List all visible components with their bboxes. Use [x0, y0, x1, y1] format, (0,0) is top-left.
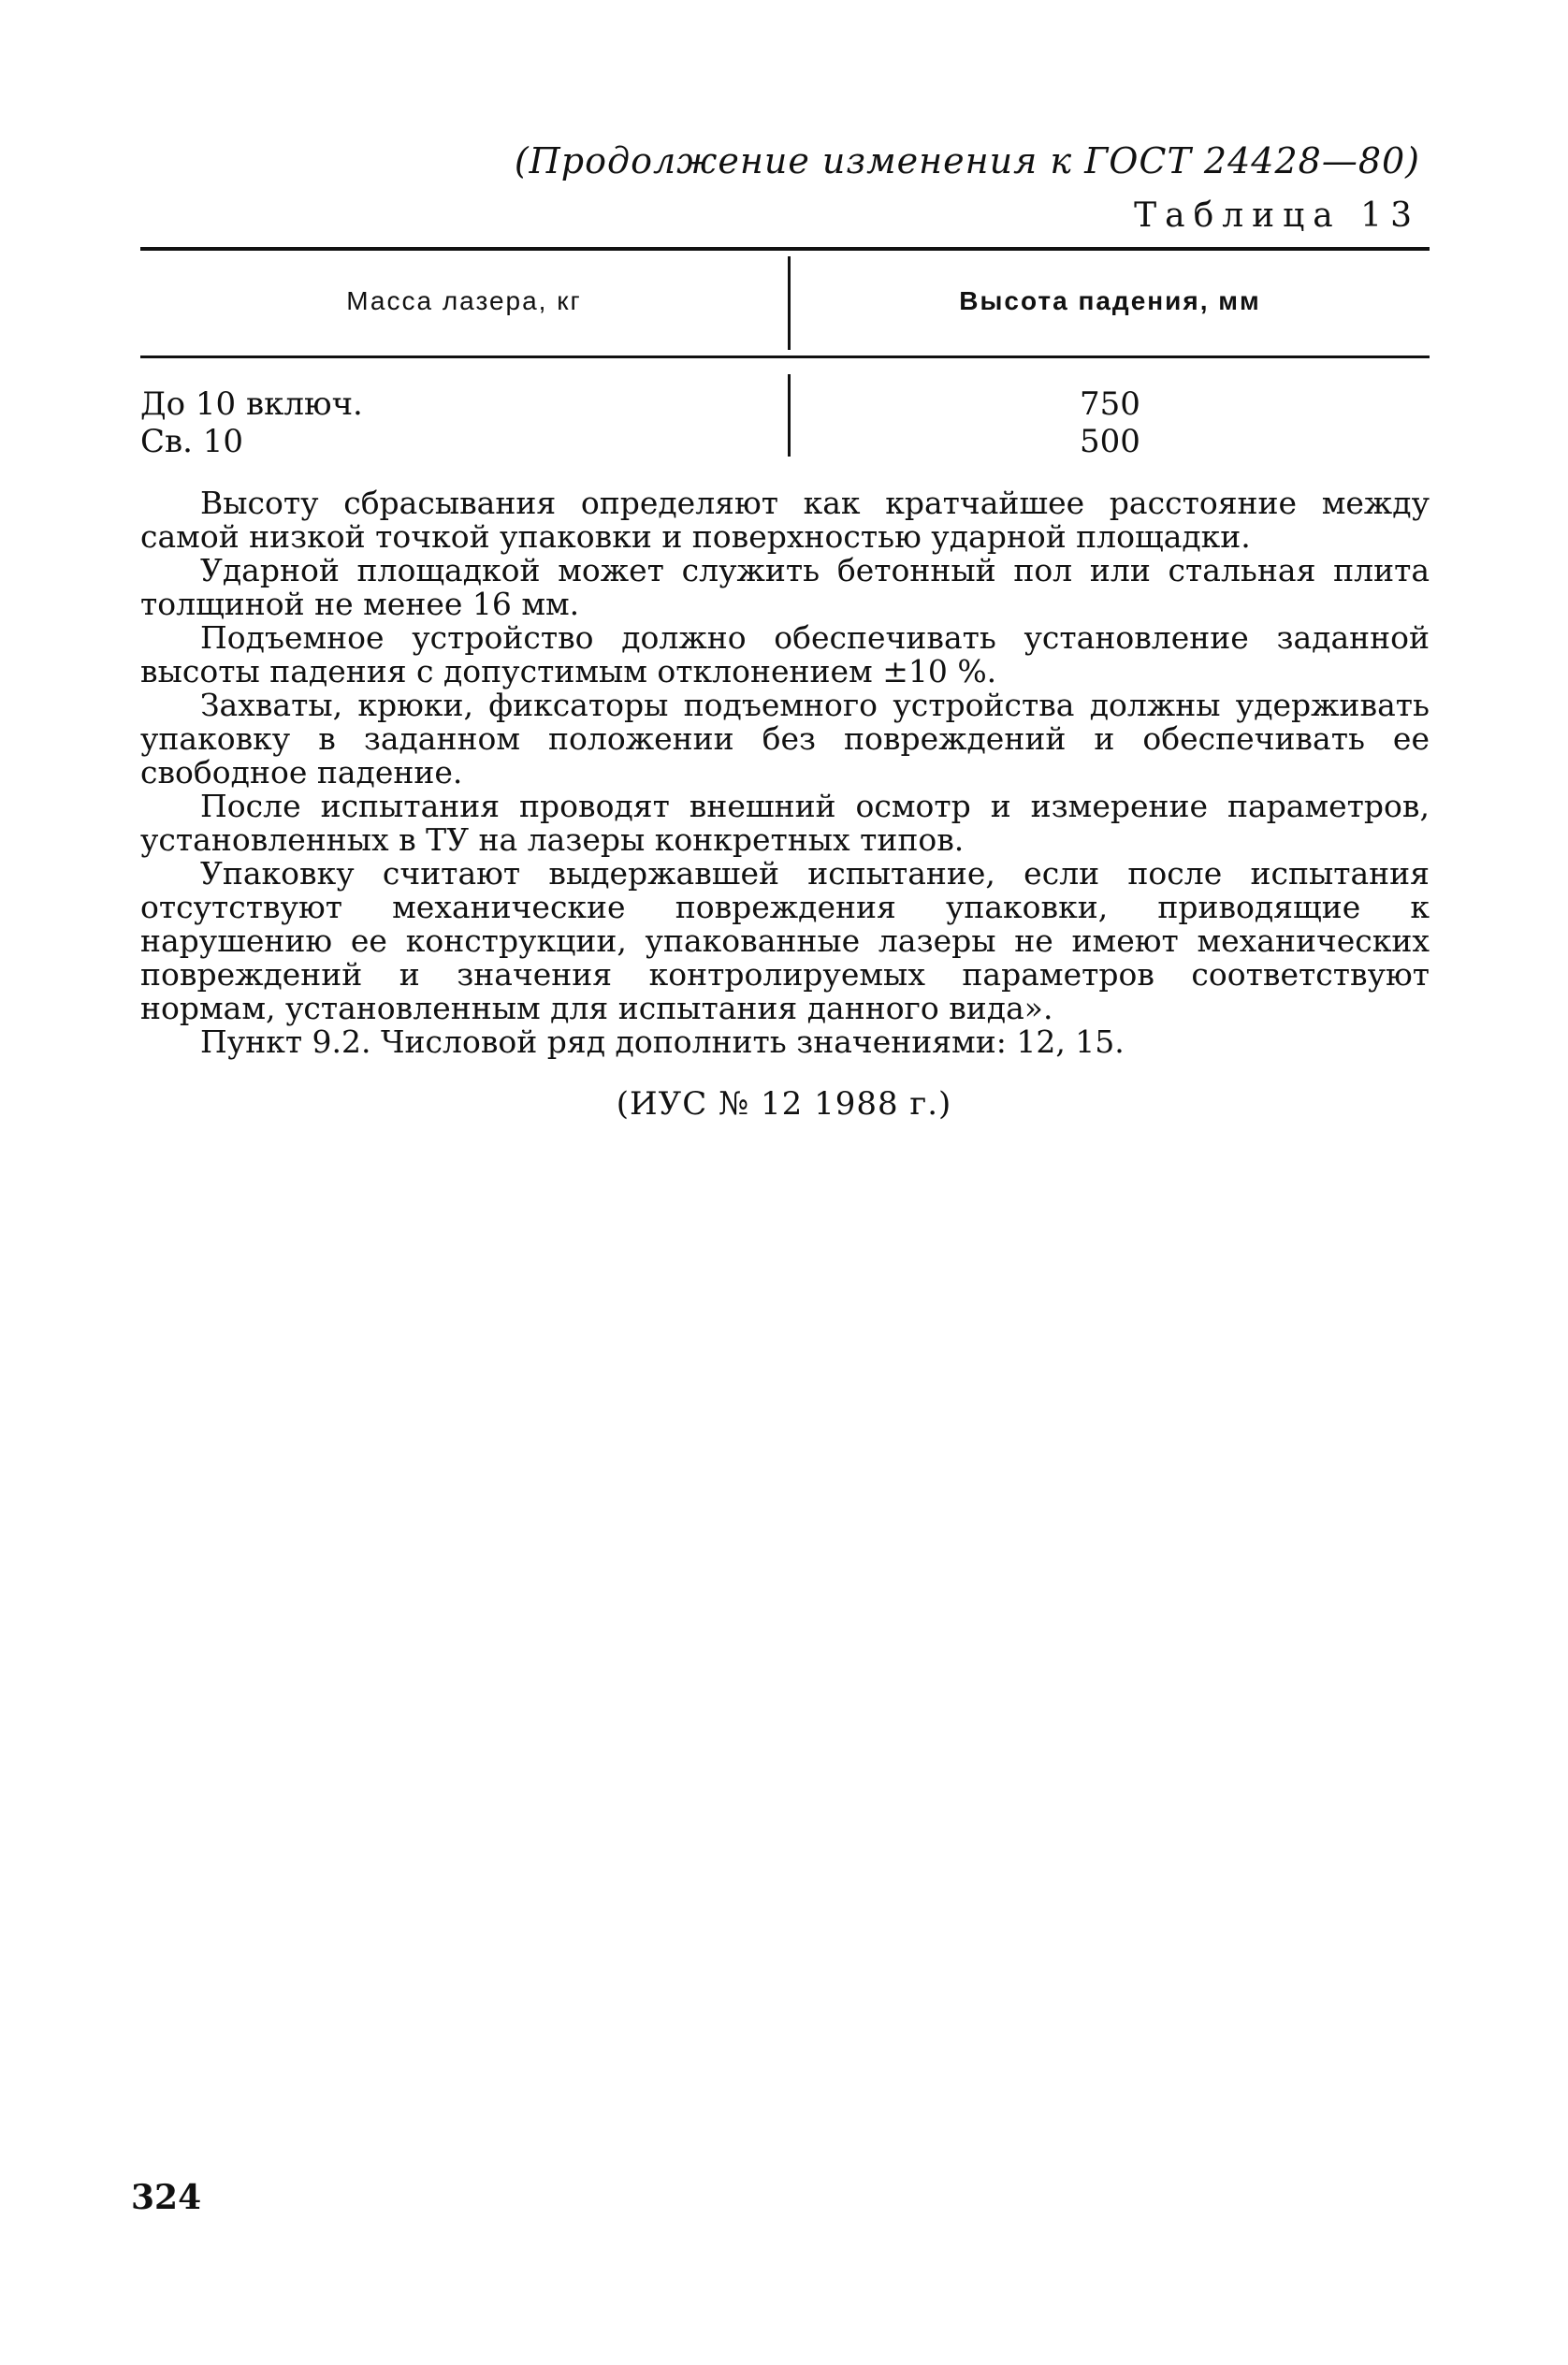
- paragraph: Высоту сбрасывания определяют как кратчайшее расстояние между самой низкой точкой упаковки и поверхностью ударной площадки.: [140, 485, 1430, 555]
- body-text: [140, 486, 1430, 1059]
- page-number: 324: [131, 2178, 202, 2217]
- table-cell-height: 750: [1080, 385, 1140, 423]
- table-cell-mass: Св. 10: [140, 423, 244, 460]
- ius-reference: (ИУС № 12 1988 г.): [616, 1085, 952, 1123]
- paragraph: После испытания проводят внешний осмотр и измерение параметров, установленных в ТУ на лазеры конкретных типов.: [140, 788, 1430, 858]
- table-top-rule: [140, 247, 1430, 251]
- table-header-mass: Масса лазера, кг: [346, 286, 582, 315]
- table-cell-height: 500: [1080, 423, 1140, 460]
- paragraph: Захваты, крюки, фиксаторы подъемного устройства должны удерживать упаковку в заданном положении без повреждений и обеспечивать ее свободное падение.: [140, 687, 1430, 791]
- paragraph: Упаковку считают выдержавшей испытание, если после испытания отсутствуют механические повреждения упаковки, приводящие к нарушению ее конструкции, упакованные лазеры не имеют механических повреждений и значения контролируемых параметров соответствуют нормам, установленным для испытания данного вида».: [140, 855, 1430, 1026]
- table-cell-mass: До 10 включ.: [140, 385, 363, 423]
- table-header-height: Высота падения, мм: [959, 286, 1261, 315]
- continuation-note: (Продолжение изменения к ГОСТ 24428—80): [514, 140, 1420, 181]
- paragraph: Пункт 9.2. Числовой ряд дополнить значениями: 12, 15.: [200, 1023, 1125, 1060]
- paragraph: Подъемное устройство должно обеспечивать установление заданной высоты падения с допустимым отклонением ±10 %.: [140, 619, 1430, 689]
- paragraph: Ударной площадкой может служить бетонный пол или стальная плита толщиной не менее 16 мм.: [140, 552, 1430, 622]
- drop-height-table: [140, 247, 1430, 458]
- table-header-rule: [140, 355, 1430, 358]
- table-caption: Таблица 13: [1134, 196, 1420, 235]
